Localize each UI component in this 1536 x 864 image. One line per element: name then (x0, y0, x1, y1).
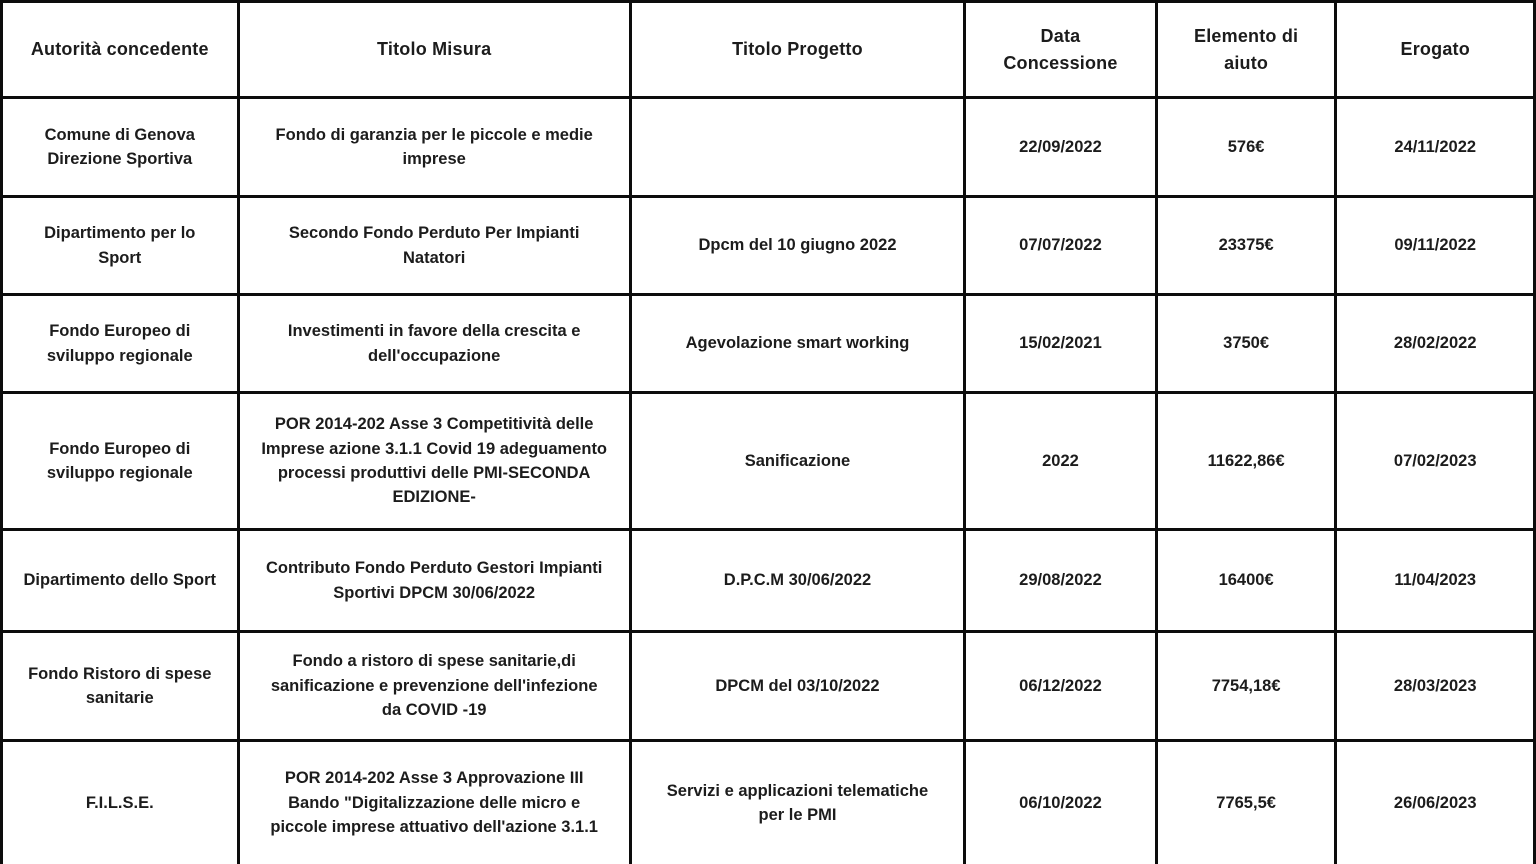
cell-erogato: 28/03/2023 (1336, 632, 1535, 741)
table-row (2, 98, 1535, 197)
column-header-titolo-misura: Titolo Misura (238, 2, 630, 98)
cell-titolo-misura: Fondo a ristoro di spese sanitarie,di sanificazione e prevenzione dell'infezione da COVID -19 (238, 632, 630, 741)
cell-erogato: 28/02/2022 (1336, 295, 1535, 393)
cell-titolo-misura: Contributo Fondo Perduto Gestori Impianti Sportivi DPCM 30/06/2022 (238, 530, 630, 632)
cell-autorita: Fondo Ristoro di spese sanitarie (2, 632, 239, 741)
cell-elemento-di-aiuto: 3750€ (1156, 295, 1336, 393)
cell-erogato: 09/11/2022 (1336, 197, 1535, 295)
cell-titolo-progetto: DPCM del 03/10/2022 (630, 632, 964, 741)
column-header-data-concessione: Data Concessione (965, 2, 1157, 98)
cell-elemento-di-aiuto: 576€ (1156, 98, 1336, 197)
cell-elemento-di-aiuto: 23375€ (1156, 197, 1336, 295)
column-header-erogato: Erogato (1336, 2, 1535, 98)
cell-autorita: F.I.L.S.E. (2, 741, 239, 864)
cell-titolo-misura: POR 2014-202 Asse 3 Competitività delle Imprese azione 3.1.1 Covid 19 adeguamento processi produttivi delle PMI-SECONDA EDIZIONE- (238, 393, 630, 530)
cell-elemento-di-aiuto: 16400€ (1156, 530, 1336, 632)
table-row (2, 741, 1535, 864)
table-row (2, 197, 1535, 295)
cell-data-concessione: 29/08/2022 (965, 530, 1157, 632)
column-header-elemento-di-aiuto: Elemento di aiuto (1156, 2, 1336, 98)
cell-titolo-misura: Secondo Fondo Perduto Per Impianti Natatori (238, 197, 630, 295)
table-row (2, 632, 1535, 741)
cell-erogato: 07/02/2023 (1336, 393, 1535, 530)
cell-erogato: 26/06/2023 (1336, 741, 1535, 864)
cell-titolo-progetto: D.P.C.M 30/06/2022 (630, 530, 964, 632)
cell-data-concessione: 06/12/2022 (965, 632, 1157, 741)
cell-autorita: Dipartimento dello Sport (2, 530, 239, 632)
cell-elemento-di-aiuto: 7754,18€ (1156, 632, 1336, 741)
cell-data-concessione: 06/10/2022 (965, 741, 1157, 864)
cell-erogato: 11/04/2023 (1336, 530, 1535, 632)
cell-titolo-misura: Fondo di garanzia per le piccole e medie imprese (238, 98, 630, 197)
column-header-titolo-progetto: Titolo Progetto (630, 2, 964, 98)
cell-autorita: Dipartimento per lo Sport (2, 197, 239, 295)
cell-titolo-progetto: Servizi e applicazioni telematiche per le PMI (630, 741, 964, 864)
column-header-autorita-concedente: Autorità concedente (2, 2, 239, 98)
cell-erogato: 24/11/2022 (1336, 98, 1535, 197)
cell-titolo-misura: Investimenti in favore della crescita e dell'occupazione (238, 295, 630, 393)
header-row (2, 2, 1535, 98)
cell-autorita: Fondo Europeo di sviluppo regionale (2, 393, 239, 530)
cell-data-concessione: 2022 (965, 393, 1157, 530)
cell-autorita: Comune di Genova Direzione Sportiva (2, 98, 239, 197)
cell-data-concessione: 15/02/2021 (965, 295, 1157, 393)
cell-titolo-progetto: Agevolazione smart working (630, 295, 964, 393)
cell-titolo-progetto: Dpcm del 10 giugno 2022 (630, 197, 964, 295)
cell-titolo-misura: POR 2014-202 Asse 3 Approvazione III Bando "Digitalizzazione delle micro e piccole imprese attuativo dell'azione 3.1.1 (238, 741, 630, 864)
cell-elemento-di-aiuto: 7765,5€ (1156, 741, 1336, 864)
table-row (2, 530, 1535, 632)
cell-titolo-progetto: Sanificazione (630, 393, 964, 530)
cell-autorita: Fondo Europeo di sviluppo regionale (2, 295, 239, 393)
cell-data-concessione: 22/09/2022 (965, 98, 1157, 197)
table-row (2, 393, 1535, 530)
cell-titolo-progetto (630, 98, 964, 197)
cell-data-concessione: 07/07/2022 (965, 197, 1157, 295)
cell-elemento-di-aiuto: 11622,86€ (1156, 393, 1336, 530)
table-row (2, 295, 1535, 393)
